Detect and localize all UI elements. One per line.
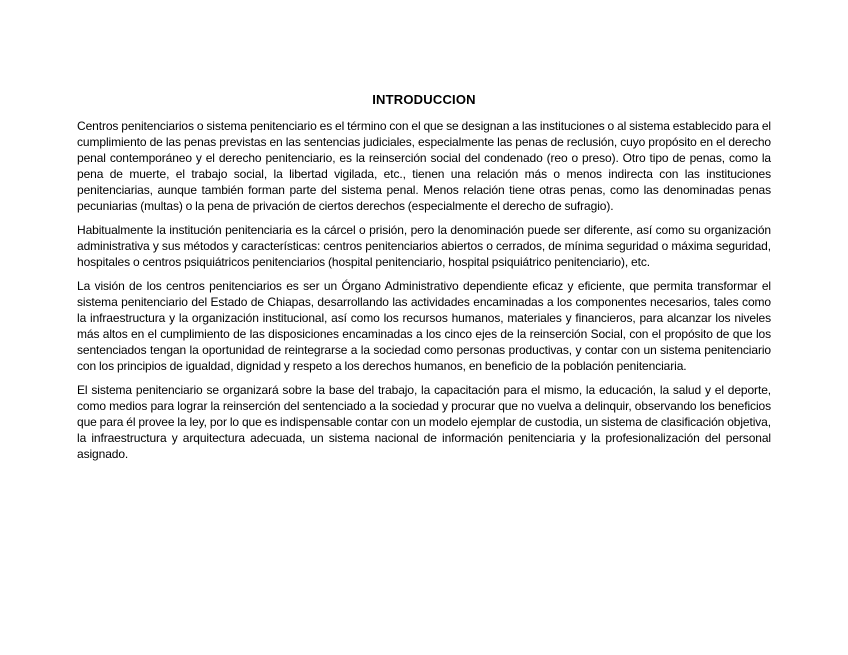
paragraph-4: El sistema penitenciario se organizará sobre la base del trabajo, la capacitación para el mismo, la educación, la salud y el deporte, como medios para lograr la reinserción del sentenciado a la sociedad y procurar que no vuelva a delinquir, observando los beneficios que para él provee la ley, por lo que es indispensable contar con un modelo ejemplar de custodia, un sistema de clasificación objetiva, la infraestructura y arquitectura adecuada, un sistema nacional de información penitenciaria y la profesionalización del personal asignado.: [77, 383, 771, 461]
document-title: INTRODUCCION: [372, 92, 476, 107]
paragraph-3: La visión de los centros penitenciarios es ser un Órgano Administrativo dependiente eficaz y eficiente, que permita transformar el sistema penitenciario del Estado de Chiapas, desarrollando las actividades encaminadas a los componentes necesarios, tales como la infraestructura y la organización institucional, así como los recursos humanos, materiales y financieros, para alcanzar los niveles más altos en el cumplimiento de las disposiciones encaminadas a los cinco ejes de la reinserción Social, con el propósito de que los sentenciados tengan la oportunidad de reintegrarse a la sociedad como personas productivas, y contar con un sistema penitenciario con los principios de igualdad, dignidad y respeto a los derechos humanos, en beneficio de la población penitenciaria.: [77, 279, 771, 373]
document-body: [77, 92, 771, 470]
paragraph-2: Habitualmente la institución penitenciaria es la cárcel o prisión, pero la denominación puede ser diferente, así como su organización administrativa y sus métodos y características: centros penitenciarios abiertos o cerrados, de mínima seguridad o máxima seguridad, hospitales o centros psiquiátricos penitenciarios (hospital penitenciario, hospital psiquiátrico penitenciario), etc.: [77, 223, 771, 269]
paragraph-1: Centros penitenciarios o sistema penitenciario es el término con el que se designan a las instituciones o al sistema establecido para el cumplimiento de las penas previstas en las sentencias judiciales, especialmente las penas de reclusión, cuyo propósito en el derecho penal contemporáneo y el derecho penitenciario, es la reinserción social del condenado (reo o preso). Otro tipo de penas, como la pena de muerte, el trabajo social, la libertad vigilada, etc., tienen una relación más o menos indirecta con las instituciones penitenciarias, aunque también forman parte del sistema penal. Menos relación tiene otras penas, como las denominadas penas pecuniarias (multas) o la pena de privación de ciertos derechos (especialmente el derecho de sufragio).: [77, 119, 771, 213]
